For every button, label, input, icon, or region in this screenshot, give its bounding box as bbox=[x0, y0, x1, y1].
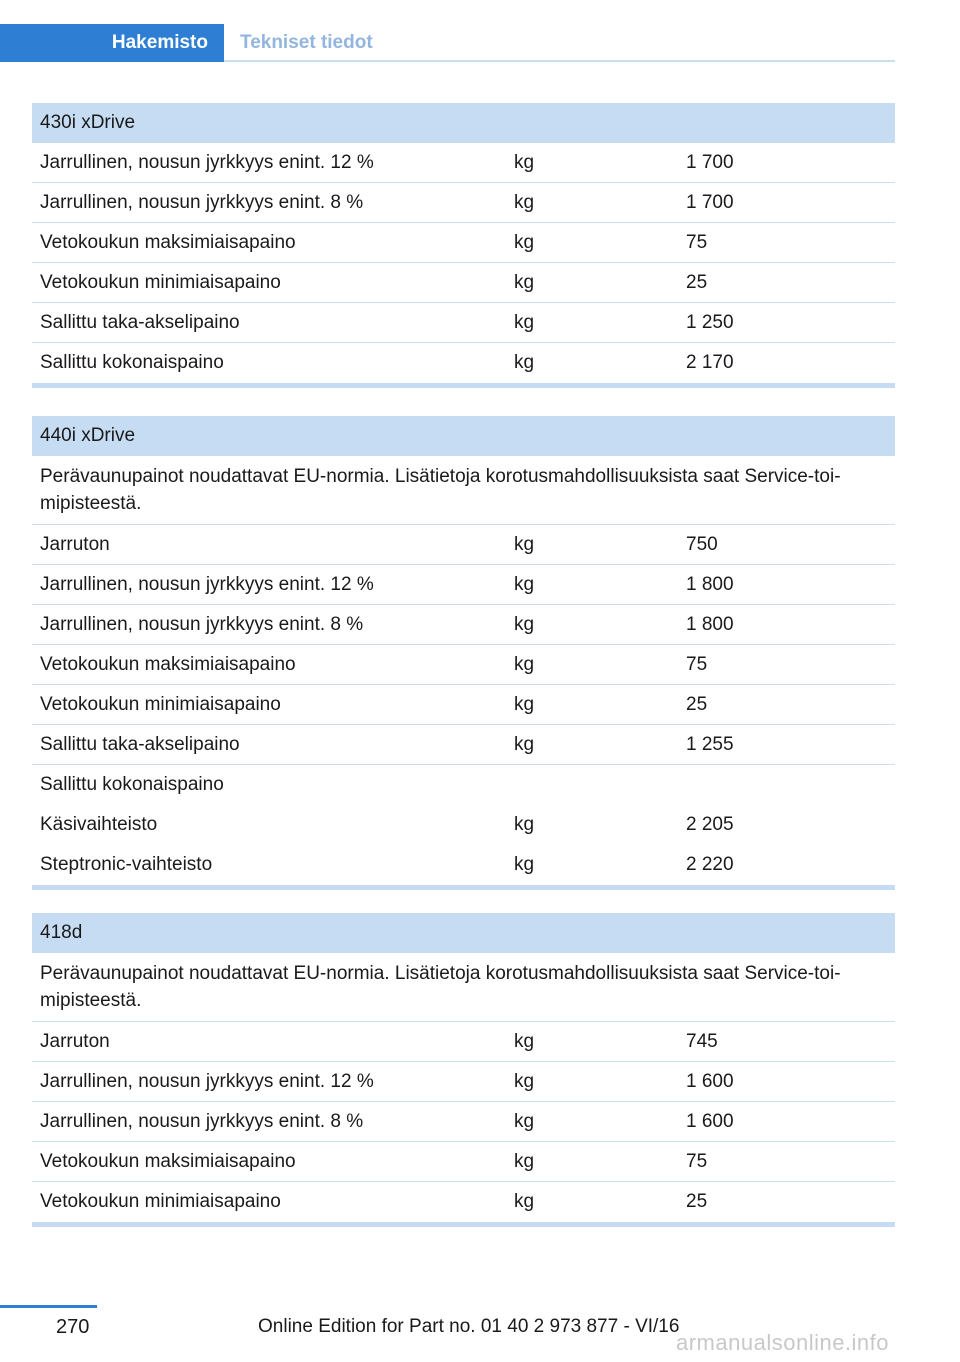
row-unit: kg bbox=[514, 654, 535, 675]
row-label: Vetokoukun maksimiaisapaino bbox=[40, 1151, 296, 1172]
subheading-label: Sallittu kokonaispaino bbox=[40, 774, 224, 795]
row-unit: kg bbox=[514, 1071, 535, 1092]
table-row bbox=[32, 183, 895, 223]
row-unit: kg bbox=[514, 694, 535, 715]
table-row bbox=[32, 303, 895, 343]
row-value: 1 800 bbox=[686, 614, 734, 635]
row-unit: kg bbox=[514, 152, 535, 173]
table-note: Perävaunupainot noudattavat EU-normia. Lisätietoja korotusmahdollisuuksista saat Service-toi-mipisteestä. bbox=[32, 456, 895, 525]
table-row bbox=[32, 143, 895, 183]
row-unit: kg bbox=[514, 1151, 535, 1172]
table-row bbox=[32, 1022, 895, 1062]
table-row bbox=[32, 1142, 895, 1182]
row-unit: kg bbox=[514, 1191, 535, 1212]
row-unit: kg bbox=[514, 312, 535, 333]
page-number: 270 bbox=[56, 1316, 90, 1338]
row-value: 1 600 bbox=[686, 1111, 734, 1132]
table-footer-bar bbox=[32, 1222, 895, 1227]
row-label: Jarrullinen, nousun jyrkkyys enint. 8 % bbox=[40, 192, 364, 213]
row-value: 2 170 bbox=[686, 352, 734, 373]
row-label: Steptronic-vaihteisto bbox=[40, 854, 213, 875]
row-value: 750 bbox=[686, 534, 718, 555]
table-row bbox=[32, 343, 895, 383]
table-row bbox=[32, 605, 895, 645]
row-unit: kg bbox=[514, 192, 535, 213]
table-title: 430i xDrive bbox=[32, 103, 895, 143]
table-title: 418d bbox=[32, 913, 895, 953]
spec-table-418d bbox=[32, 913, 895, 1227]
row-value: 75 bbox=[686, 654, 708, 675]
row-value: 1 255 bbox=[686, 734, 734, 755]
row-unit: kg bbox=[514, 614, 535, 635]
row-unit: kg bbox=[514, 814, 535, 835]
table-row bbox=[32, 1182, 895, 1222]
row-value: 1 700 bbox=[686, 152, 734, 173]
table-row bbox=[32, 1102, 895, 1142]
table-row bbox=[32, 1062, 895, 1102]
table-row bbox=[32, 725, 895, 765]
edition-text: Online Edition for Part no. 01 40 2 973 877 - VI/16 bbox=[258, 1316, 680, 1337]
row-value: 25 bbox=[686, 694, 708, 715]
row-label: Jarruton bbox=[40, 1031, 110, 1052]
tab-hakemisto[interactable]: Hakemisto bbox=[0, 24, 224, 62]
spec-table-440i bbox=[32, 416, 895, 890]
row-label: Jarrullinen, nousun jyrkkyys enint. 12 % bbox=[40, 574, 374, 595]
row-value: 2 220 bbox=[686, 854, 734, 875]
row-value: 75 bbox=[686, 1151, 708, 1172]
page-header bbox=[0, 24, 895, 63]
row-unit: kg bbox=[514, 534, 535, 555]
table-row bbox=[32, 685, 895, 725]
row-unit: kg bbox=[514, 352, 535, 373]
table-row bbox=[32, 845, 895, 885]
table-row bbox=[32, 805, 895, 845]
table-row bbox=[32, 565, 895, 605]
row-value: 1 800 bbox=[686, 574, 734, 595]
row-label: Jarrullinen, nousun jyrkkyys enint. 8 % bbox=[40, 1111, 364, 1132]
row-unit: kg bbox=[514, 1031, 535, 1052]
row-value: 745 bbox=[686, 1031, 718, 1052]
tab-tekniset-tiedot[interactable]: Tekniset tiedot bbox=[240, 32, 373, 53]
row-label: Vetokoukun maksimiaisapaino bbox=[40, 654, 296, 675]
row-label: Käsivaihteisto bbox=[40, 814, 158, 835]
table-footer-bar bbox=[32, 885, 895, 890]
footer-accent-line bbox=[0, 1305, 97, 1308]
table-subheading bbox=[32, 765, 895, 805]
row-unit: kg bbox=[514, 574, 535, 595]
table-row bbox=[32, 525, 895, 565]
table-footer-bar bbox=[32, 383, 895, 388]
row-label: Jarrullinen, nousun jyrkkyys enint. 12 % bbox=[40, 152, 374, 173]
watermark: armanualsonline.info bbox=[676, 1330, 890, 1355]
row-value: 1 600 bbox=[686, 1071, 734, 1092]
row-label: Sallittu kokonaispaino bbox=[40, 352, 224, 373]
row-label: Sallittu taka-akselipaino bbox=[40, 734, 240, 755]
table-row bbox=[32, 645, 895, 685]
row-label: Vetokoukun minimiaisapaino bbox=[40, 694, 281, 715]
row-value: 1 700 bbox=[686, 192, 734, 213]
table-title: 440i xDrive bbox=[32, 416, 895, 456]
row-label: Sallittu taka-akselipaino bbox=[40, 312, 240, 333]
row-value: 2 205 bbox=[686, 814, 734, 835]
row-label: Jarrullinen, nousun jyrkkyys enint. 8 % bbox=[40, 614, 364, 635]
row-unit: kg bbox=[514, 272, 535, 293]
row-value: 25 bbox=[686, 1191, 708, 1212]
row-unit: kg bbox=[514, 232, 535, 253]
row-unit: kg bbox=[514, 1111, 535, 1132]
row-label: Vetokoukun minimiaisapaino bbox=[40, 272, 281, 293]
row-value: 25 bbox=[686, 272, 708, 293]
row-label: Jarrullinen, nousun jyrkkyys enint. 12 % bbox=[40, 1071, 374, 1092]
table-note: Perävaunupainot noudattavat EU-normia. Lisätietoja korotusmahdollisuuksista saat Service-toi-mipisteestä. bbox=[32, 953, 895, 1022]
row-label: Vetokoukun maksimiaisapaino bbox=[40, 232, 296, 253]
row-label: Jarruton bbox=[40, 534, 110, 555]
row-unit: kg bbox=[514, 854, 535, 875]
row-value: 1 250 bbox=[686, 312, 734, 333]
table-row bbox=[32, 263, 895, 303]
row-unit: kg bbox=[514, 734, 535, 755]
table-row bbox=[32, 223, 895, 263]
row-label: Vetokoukun minimiaisapaino bbox=[40, 1191, 281, 1212]
row-value: 75 bbox=[686, 232, 708, 253]
spec-table-430i bbox=[32, 103, 895, 388]
